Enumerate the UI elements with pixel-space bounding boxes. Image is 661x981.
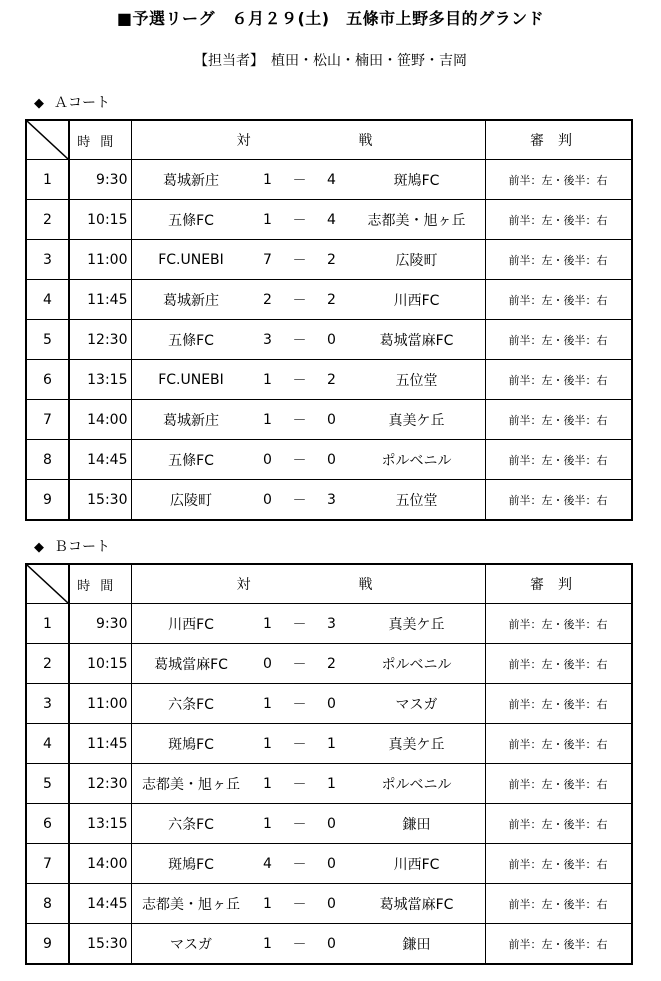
match-row <box>26 320 632 360</box>
home-score: 1 <box>251 724 285 764</box>
away-score: 1 <box>315 724 349 764</box>
home-score: 1 <box>251 804 285 844</box>
home-score: 1 <box>251 764 285 804</box>
away-score: 0 <box>315 924 349 965</box>
match-time: 11:45 <box>69 724 131 764</box>
match-number: 2 <box>26 644 69 684</box>
home-score: 0 <box>251 480 285 521</box>
referee-assignment: 前半：左・後半：右 <box>485 440 632 480</box>
away-score: 1 <box>315 764 349 804</box>
match-time: 12:30 <box>69 320 131 360</box>
match-row <box>26 724 632 764</box>
referee-assignment: 前半：左・後半：右 <box>485 240 632 280</box>
match-time: 14:00 <box>69 844 131 884</box>
away-score: 2 <box>315 240 349 280</box>
match-time: 15:30 <box>69 924 131 965</box>
header-time: 時間 <box>69 564 131 604</box>
home-team: 志都美・旭ヶ丘 <box>131 884 251 924</box>
match-time: 14:45 <box>69 884 131 924</box>
match-number: 5 <box>26 764 69 804</box>
home-team: 六条FC <box>131 804 251 844</box>
home-score: 1 <box>251 924 285 965</box>
match-time: 9:30 <box>69 604 131 644</box>
match-row <box>26 400 632 440</box>
home-score: 1 <box>251 884 285 924</box>
away-team: 鎌田 <box>349 804 486 844</box>
away-score: 0 <box>315 844 349 884</box>
away-team: 斑鳩FC <box>349 160 486 200</box>
away-score: 0 <box>315 684 349 724</box>
home-score: 1 <box>251 684 285 724</box>
match-row <box>26 604 632 644</box>
score-dash: － <box>285 604 315 644</box>
match-row <box>26 644 632 684</box>
home-team: 葛城當麻FC <box>131 644 251 684</box>
score-dash: － <box>285 280 315 320</box>
match-time: 10:15 <box>69 200 131 240</box>
home-score: 7 <box>251 240 285 280</box>
header-time: 時間 <box>69 120 131 160</box>
match-row <box>26 844 632 884</box>
home-team: 志都美・旭ヶ丘 <box>131 764 251 804</box>
score-dash: － <box>285 400 315 440</box>
home-team: 葛城新庄 <box>131 280 251 320</box>
away-team: 五位堂 <box>349 480 486 521</box>
referee-assignment: 前半：左・後半：右 <box>485 604 632 644</box>
match-row <box>26 480 632 521</box>
away-team: 川西FC <box>349 844 486 884</box>
match-time: 13:15 <box>69 804 131 844</box>
home-score: 2 <box>251 280 285 320</box>
away-team: 真美ケ丘 <box>349 604 486 644</box>
match-row <box>26 684 632 724</box>
diamond-icon: ◆ <box>34 96 44 111</box>
away-score: 2 <box>315 644 349 684</box>
match-row <box>26 240 632 280</box>
score-dash: － <box>285 440 315 480</box>
home-score: 1 <box>251 604 285 644</box>
match-time: 14:00 <box>69 400 131 440</box>
home-team: 川西FC <box>131 604 251 644</box>
match-number: 1 <box>26 160 69 200</box>
match-row <box>26 200 632 240</box>
home-score: 4 <box>251 844 285 884</box>
staff-line: 【担当者】 植田・松山・楠田・笹野・吉岡 <box>194 53 467 69</box>
match-number: 7 <box>26 844 69 884</box>
referee-assignment: 前半：左・後半：右 <box>485 844 632 884</box>
header-row <box>26 564 632 604</box>
away-team: 五位堂 <box>349 360 486 400</box>
header-vs-right: 戦 <box>349 564 486 604</box>
away-team: ポルベニル <box>349 440 486 480</box>
home-team: FC.UNEBI <box>131 360 251 400</box>
score-dash: － <box>285 240 315 280</box>
score-dash: － <box>285 684 315 724</box>
away-score: 0 <box>315 400 349 440</box>
diagonal-line-icon <box>27 121 68 159</box>
away-team: 葛城當麻FC <box>349 884 486 924</box>
score-dash: － <box>285 724 315 764</box>
score-dash: － <box>285 844 315 884</box>
home-score: 0 <box>251 644 285 684</box>
home-score: 1 <box>251 200 285 240</box>
match-time: 12:30 <box>69 764 131 804</box>
match-row <box>26 804 632 844</box>
match-time: 9:30 <box>69 160 131 200</box>
referee-assignment: 前半：左・後半：右 <box>485 724 632 764</box>
header-row <box>26 120 632 160</box>
referee-assignment: 前半：左・後半：右 <box>485 884 632 924</box>
away-team: マスガ <box>349 684 486 724</box>
match-number: 3 <box>26 240 69 280</box>
referee-assignment: 前半：左・後半：右 <box>485 804 632 844</box>
match-number: 7 <box>26 400 69 440</box>
match-number: 3 <box>26 684 69 724</box>
home-score: 1 <box>251 400 285 440</box>
referee-assignment: 前半：左・後半：右 <box>485 684 632 724</box>
home-team: 五條FC <box>131 440 251 480</box>
home-team: 広陵町 <box>131 480 251 521</box>
away-team: 鎌田 <box>349 924 486 965</box>
home-team: 六条FC <box>131 684 251 724</box>
referee-assignment: 前半：左・後半：右 <box>485 320 632 360</box>
away-score: 0 <box>315 884 349 924</box>
match-row <box>26 440 632 480</box>
home-team: 斑鳩FC <box>131 844 251 884</box>
away-team: 真美ケ丘 <box>349 400 486 440</box>
match-row <box>26 160 632 200</box>
match-row <box>26 280 632 320</box>
match-row <box>26 764 632 804</box>
match-time: 15:30 <box>69 480 131 521</box>
away-team: 川西FC <box>349 280 486 320</box>
match-row <box>26 924 632 965</box>
match-time: 13:15 <box>69 360 131 400</box>
score-dash: － <box>285 804 315 844</box>
home-team: 斑鳩FC <box>131 724 251 764</box>
referee-assignment: 前半：左・後半：右 <box>485 360 632 400</box>
home-score: 1 <box>251 360 285 400</box>
match-number: 8 <box>26 440 69 480</box>
match-time: 14:45 <box>69 440 131 480</box>
match-row <box>26 884 632 924</box>
away-team: ポルベニル <box>349 764 486 804</box>
home-team: 五條FC <box>131 200 251 240</box>
match-number: 9 <box>26 924 69 965</box>
court-b-table <box>25 563 633 965</box>
section-a-label: Ａコート <box>54 95 110 111</box>
referee-assignment: 前半：左・後半：右 <box>485 480 632 521</box>
home-score: 1 <box>251 160 285 200</box>
home-score: 3 <box>251 320 285 360</box>
court-a-table <box>25 119 633 521</box>
corner-cell <box>26 564 69 604</box>
match-time: 11:45 <box>69 280 131 320</box>
header-referee: 審判 <box>530 577 586 593</box>
referee-assignment: 前半：左・後半：右 <box>485 280 632 320</box>
section-b-label: Ｂコート <box>54 539 110 555</box>
home-team: 葛城新庄 <box>131 400 251 440</box>
away-score: 4 <box>315 160 349 200</box>
away-team: 真美ケ丘 <box>349 724 486 764</box>
away-team: ポルベニル <box>349 644 486 684</box>
away-team: 葛城當麻FC <box>349 320 486 360</box>
corner-cell <box>26 120 69 160</box>
header-vs-left: 対 <box>236 577 251 593</box>
diamond-icon: ◆ <box>34 540 44 555</box>
away-score: 3 <box>315 480 349 521</box>
score-dash: － <box>285 160 315 200</box>
score-dash: － <box>285 480 315 521</box>
page-title: ■予選リーグ ６月２９(土) 五條市上野多目的グランド <box>116 9 545 28</box>
referee-assignment: 前半：左・後半：右 <box>485 644 632 684</box>
score-dash: － <box>285 200 315 240</box>
match-time: 10:15 <box>69 644 131 684</box>
home-score: 0 <box>251 440 285 480</box>
header-vs-right: 戦 <box>349 120 486 160</box>
referee-assignment: 前半：左・後半：右 <box>485 924 632 965</box>
header-referee: 審判 <box>530 133 586 149</box>
match-row <box>26 360 632 400</box>
away-score: 2 <box>315 280 349 320</box>
away-score: 0 <box>315 804 349 844</box>
away-score: 0 <box>315 440 349 480</box>
referee-assignment: 前半：左・後半：右 <box>485 400 632 440</box>
match-time: 11:00 <box>69 240 131 280</box>
away-score: 4 <box>315 200 349 240</box>
score-dash: － <box>285 924 315 965</box>
diagonal-line-icon <box>27 565 68 603</box>
away-score: 3 <box>315 604 349 644</box>
score-dash: － <box>285 360 315 400</box>
home-team: FC.UNEBI <box>131 240 251 280</box>
match-time: 11:00 <box>69 684 131 724</box>
score-dash: － <box>285 884 315 924</box>
match-number: 9 <box>26 480 69 521</box>
score-dash: － <box>285 644 315 684</box>
away-team: 広陵町 <box>349 240 486 280</box>
match-number: 6 <box>26 360 69 400</box>
referee-assignment: 前半：左・後半：右 <box>485 764 632 804</box>
section-b-heading <box>34 536 110 556</box>
header-vs-left: 対 <box>236 133 251 149</box>
section-a-heading <box>34 92 110 112</box>
score-dash: － <box>285 764 315 804</box>
match-number: 4 <box>26 724 69 764</box>
match-number: 1 <box>26 604 69 644</box>
score-dash: － <box>285 320 315 360</box>
match-number: 8 <box>26 884 69 924</box>
home-team: 葛城新庄 <box>131 160 251 200</box>
match-number: 5 <box>26 320 69 360</box>
home-team: マスガ <box>131 924 251 965</box>
referee-assignment: 前半：左・後半：右 <box>485 200 632 240</box>
referee-assignment: 前半：左・後半：右 <box>485 160 632 200</box>
away-score: 2 <box>315 360 349 400</box>
away-team: 志都美・旭ヶ丘 <box>349 200 486 240</box>
away-score: 0 <box>315 320 349 360</box>
home-team: 五條FC <box>131 320 251 360</box>
match-number: 2 <box>26 200 69 240</box>
match-number: 4 <box>26 280 69 320</box>
match-number: 6 <box>26 804 69 844</box>
